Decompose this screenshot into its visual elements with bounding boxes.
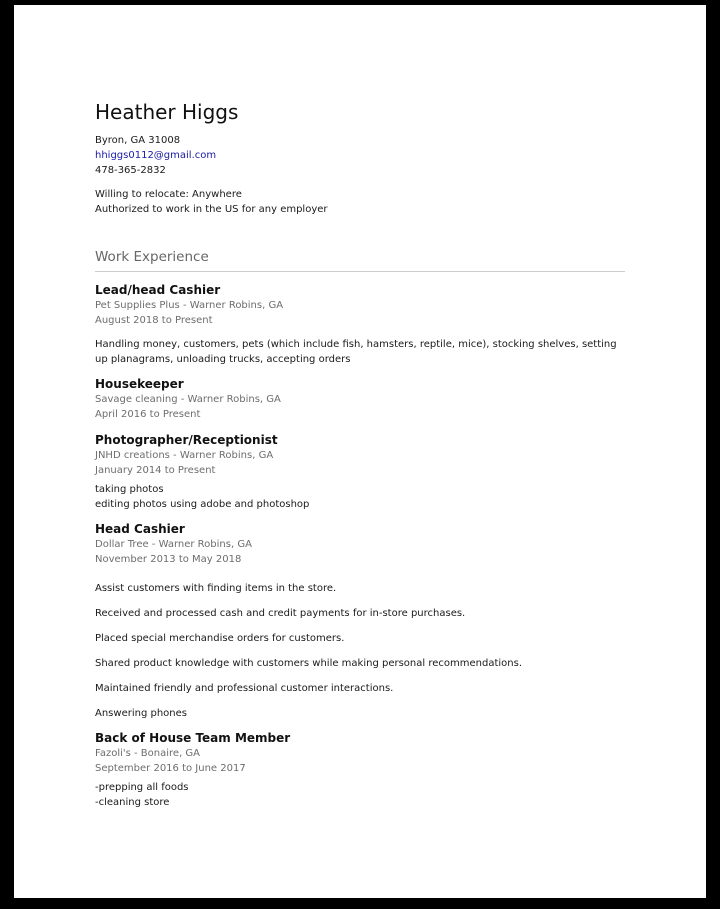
job-entry xyxy=(95,432,625,512)
job-description-line: Shared product knowledge with customers while making personal recommendations. xyxy=(95,658,523,669)
job-dates: January 2014 to Present xyxy=(95,465,216,476)
job-dates: September 2016 to June 2017 xyxy=(95,763,246,774)
job-dates: April 2016 to Present xyxy=(95,409,201,420)
job-description xyxy=(95,581,625,721)
job-dates: November 2013 to May 2018 xyxy=(95,554,242,565)
job-entry xyxy=(95,282,625,367)
job-title: Head Cashier xyxy=(95,522,185,536)
email-link[interactable]: hhiggs0112@gmail.com xyxy=(95,150,217,161)
job-entry xyxy=(95,730,625,810)
job-company: JNHD creations - Warner Robins, GA xyxy=(95,450,274,461)
location: Byron, GA 31008 xyxy=(95,135,181,146)
job-description-line: -cleaning store xyxy=(95,797,170,808)
phone-number: 478-365-2832 xyxy=(95,165,166,176)
job-entry xyxy=(95,521,625,721)
job-company: Dollar Tree - Warner Robins, GA xyxy=(95,539,252,550)
work-authorization: Authorized to work in the US for any employer xyxy=(95,204,328,215)
job-description-line: Placed special merchandise orders for customers. xyxy=(95,633,345,644)
job-description-line: Answering phones xyxy=(95,708,187,719)
job-title: Photographer/Receptionist xyxy=(95,433,278,447)
job-description-line: Received and processed cash and credit payments for in-store purchases. xyxy=(95,608,466,619)
job-dates: August 2018 to Present xyxy=(95,315,213,326)
job-company: Savage cleaning - Warner Robins, GA xyxy=(95,394,281,405)
relocate-statement: Willing to relocate: Anywhere xyxy=(95,189,242,200)
job-entry xyxy=(95,376,625,422)
job-company: Pet Supplies Plus - Warner Robins, GA xyxy=(95,300,284,311)
job-title: Housekeeper xyxy=(95,377,184,391)
resume-content xyxy=(95,100,625,810)
job-title: Back of House Team Member xyxy=(95,731,291,745)
job-description-line: taking photos xyxy=(95,484,164,495)
job-description xyxy=(95,482,625,512)
job-description-line: Assist customers with finding items in the store. xyxy=(95,583,337,594)
job-title: Lead/head Cashier xyxy=(95,283,221,297)
job-description-line: editing photos using adobe and photoshop xyxy=(95,499,310,510)
candidate-name: Heather Higgs xyxy=(95,100,239,124)
job-description-line: -prepping all foods xyxy=(95,782,189,793)
job-description xyxy=(95,337,625,367)
job-description xyxy=(95,780,625,810)
job-company: Fazoli's - Bonaire, GA xyxy=(95,748,201,759)
work-experience-heading: Work Experience xyxy=(95,248,625,272)
resume-page xyxy=(14,5,706,898)
job-description-line: Handling money, customers, pets (which include fish, hamsters, reptile, mice), stocking shelves, setting up planagrams, unloading trucks, accepting orders xyxy=(95,339,617,365)
job-description-line: Maintained friendly and professional customer interactions. xyxy=(95,683,394,694)
